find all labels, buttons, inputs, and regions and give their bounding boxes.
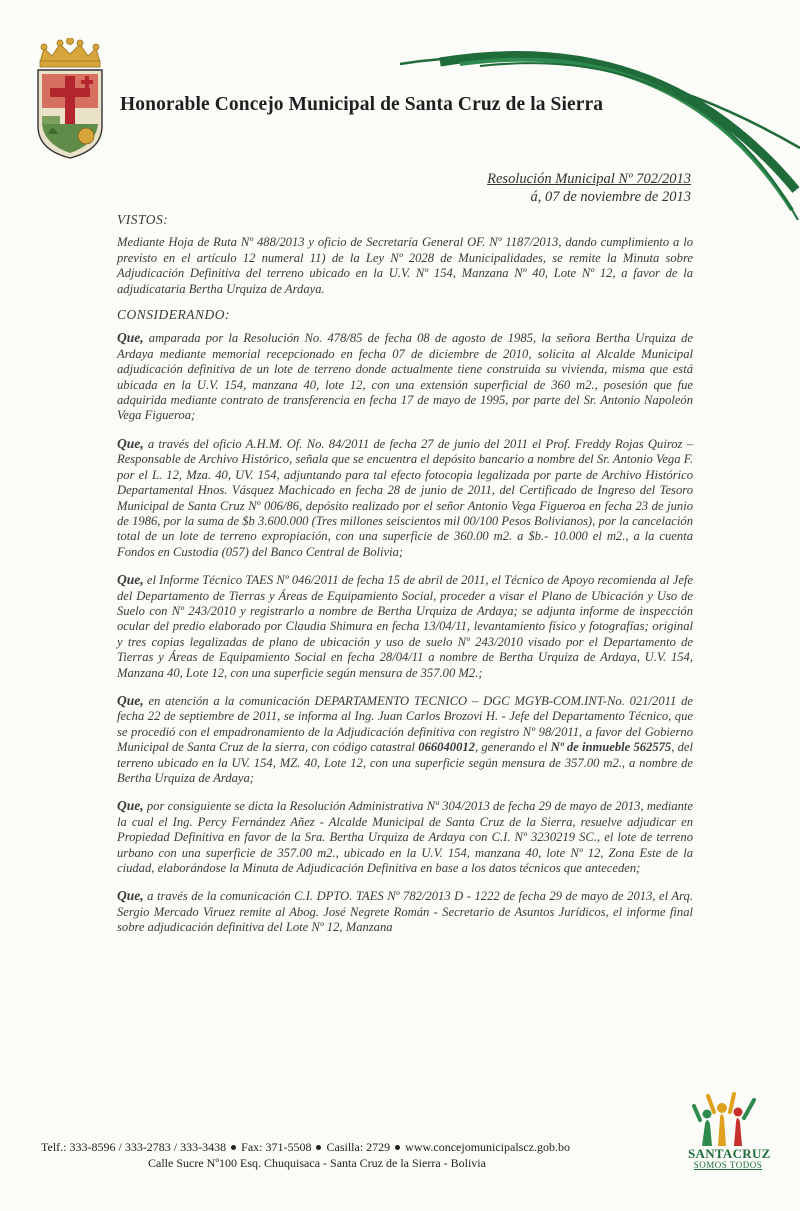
paragraph-text: por consiguiente se dicta la Resolución Administrativa Nº 304/2013 de fecha 29 de mayo de 2013, mediante la cual el Ing. Percy Fernández Añez - Alcalde Municipal de Santa Cruz de la Sierra, resuelve adjudicar en Propiedad Definitiva en favor de la Sra. Bertha Urquiza de Ardaya con C.I. Nº 3230219 SC., el lote de terreno urbano con una superficie de 357.00 m2., ubicado en la U.V. 154, manzana 40, lote Nº 12, Zona Este de la ciudad, elaborándose la Minuta de Adjudicación Definitiva en base a los datos técnicos que anteceden; (117, 799, 693, 876)
vistos-heading: VISTOS: (117, 212, 169, 227)
considerando-heading: CONSIDERANDO: (117, 307, 230, 323)
coat-of-arms-icon (30, 38, 110, 160)
considerando-paragraph (117, 436, 693, 560)
paragraph-lead: Que, (117, 888, 144, 904)
vistos-paragraph: Mediante Hoja de Ruta Nº 488/2013 y oficio de Secretaría General OF. Nº 1187/2013, dando cumplimiento a lo previsto en el artículo 12 numeral 11) de la Ley Nº 2028 de Municipalidades, se remite la Minuta sobre Adjudicación Definitiva del terreno ubicado en la U.V. Nº 154, Manzana Nº 40, Lote Nº 12, a favor de la adjudicataria Bertha Urquiza de Ardaya. (117, 235, 693, 296)
bullet-icon (316, 1145, 321, 1150)
property-number: Nº de inmueble 562575 (550, 740, 672, 755)
footer-website[interactable]: www.concejomunicipalscz.gob.bo (405, 1140, 570, 1154)
paragraph-text: a través de la comunicación C.I. DPTO. TAES Nº 782/2013 D - 1222 de fecha 29 de mayo de 2013, el Arq. Sergio Mercado Viruez remite al Abog. José Negrete Román - Secretario de Asuntos Jurídicos, el informe final sobre adjudicación definitiva del Lote Nº 12, Manzana (117, 889, 693, 935)
considerando-paragraph (117, 693, 693, 786)
santa-cruz-figures-icon (688, 1090, 768, 1148)
santa-cruz-logo (688, 1090, 771, 1180)
footer-phones: Telf.: 333-8596 / 333-2783 / 333-3438 (41, 1140, 227, 1154)
paragraph-text: el Informe Técnico TAES Nº 046/2011 de fecha 15 de abril de 2011, el Técnico de Apoyo recomienda al Jefe del Departamento de Tierras y Áreas de Equipamiento Social, proceder a visar el Plano de Ubicación y Uso de Suelo con Nº 243/2010 y registrarlo a nombre de Bertha Urquiza de Ardaya; se adjunta informe de inspección ocular del predio elaborado por Claudia Shimura en fecha 13/04/11, levantamiento físico y fotografías; original y tres copias legalizadas de plano de ubicación y uso de suelo Nº 243/2010 visado por el Departamento de Tierras y Áreas de Equipamiento Social en fecha 28/04/11 a nombre de Bertha Urquiza de Ardaya, U.V. 154, Manzana 40, Lote 12, con una superficie según mensura de 357.00 M2.; (117, 573, 693, 680)
footer-casilla: Casilla: 2729 (326, 1140, 391, 1154)
paragraph-text: a través del oficio A.H.M. Of. No. 84/2011 de fecha 27 de junio del 2011 el Prof. Freddy Rojas Quiroz – Responsable de Archivo Histórico, señala que se encuentra el depósito bancario a nombre del Sr. Antonio Vega F. por el L. 12, Mza. 40, UV. 154, adjuntando para tal efecto fotocopia legalizada por parte de Archivo Histórico Departamental Hnos. Vásquez Machicado en fecha 28 de junio de 2011, del Certificado de Ingreso del Tesoro Municipal de Santa Cruz Nº 006/86, depósito realizado por el señor Antonio Vega Figueroa en fecha 23 de junio de 1986, por la suma de $b 3.600.000 (Tres millones seiscientos mil 00/100 Pesos Bolivianos), por la cancelación total de un lote de terreno expropiación, con una superficie de 360.00 m2. a $b.- 10.000 el m2., a la cuenta Fondos en Custodia (057) del Banco Central de Bolivia; (117, 436, 693, 559)
cadastral-code: 066040012 (418, 740, 475, 755)
paragraph-text: , del terreno ubicado en la UV. 154, MZ. 40, Lote 12, con una superficie según mensura de 357.00 m2., a nombre de Bertha Urquiza de Ardaya; (117, 740, 693, 785)
considerando-paragraph (117, 330, 693, 423)
logo-name: SANTACRUZ (688, 1146, 771, 1161)
bullet-icon (395, 1145, 400, 1150)
paragraph-text: amparada por la Resolución No. 478/85 de fecha 08 de agosto de 1985, la señora Bertha Urquiza de Ardaya mediante memorial recepcionado en fecha 07 de diciembre de 2010, solicita al Alcalde Municipal adjudicación definitiva de un lote de terreno donde actualmente tiene construida su vivienda, misma que está ubicada en la U.V. 154, manzana 40, lote 12, con una extensión superficial de 360 m2., posesión que fue adquirida mediante contrato de transferencia en fecha 17 de mayo de 1995, por parte del Sr. Antonio Napoleón Vega Figueroa; (117, 331, 693, 423)
resolution-heading (487, 170, 691, 206)
resolution-date: á, 07 de noviembre de 2013 (530, 189, 691, 205)
paragraph-text: en atención a la comunicación DEPARTAMENTO TECNICO – DGC MGYB-COM.INT-No. 021/2011 de fecha 22 de septiembre de 2011, se informa al Ing. Juan Carlos Brozovi H. - Jefe del Departamento Técnico, que se procedió con el empadronamiento de la Adjudicación definitiva con registro Nº 98/2011, a favor del Gobierno Municipal de Santa Cruz de la sierra, con código catastral (117, 693, 693, 755)
document-body (117, 212, 693, 948)
considerando-paragraph (117, 798, 693, 876)
footer-contact-line (41, 1140, 570, 1155)
bullet-icon (231, 1145, 236, 1150)
council-name: Honorable Concejo Municipal de Santa Cruz de la Sierra (120, 94, 604, 115)
paragraph-lead: Que, (117, 798, 144, 814)
paragraph-text: , generando el (474, 740, 551, 755)
paragraph-lead: Que, (117, 330, 144, 346)
footer-address: Calle Sucre Nº100 Esq. Chuquisaca - Santa Cruz de la Sierra - Bolivia (148, 1156, 486, 1170)
paragraph-lead: Que, (117, 692, 144, 708)
considerando-paragraph (117, 572, 693, 681)
resolution-number: Resolución Municipal Nº 702/2013 (487, 171, 691, 187)
footer-fax: Fax: 371-5508 (241, 1140, 312, 1154)
logo-tagline: SOMOS TODOS (693, 1160, 763, 1170)
considerando-paragraph (117, 888, 693, 935)
paragraph-lead: Que, (117, 572, 144, 588)
paragraph-lead: Que, (117, 435, 144, 451)
